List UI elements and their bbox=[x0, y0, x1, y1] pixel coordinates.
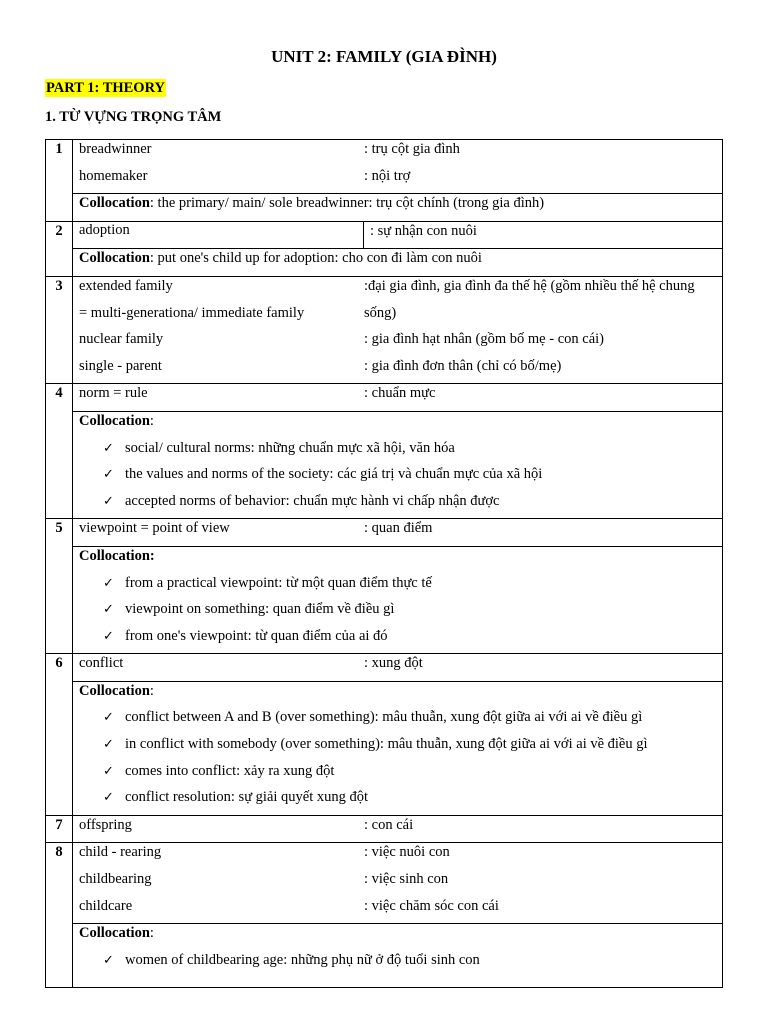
entry-number: 8 bbox=[46, 843, 73, 988]
entry-terms bbox=[73, 519, 723, 547]
collocation-bullet bbox=[79, 762, 716, 789]
term-row bbox=[79, 870, 716, 897]
collocation-text: : put one's child up for adoption: cho con đi làm con nuôi bbox=[149, 250, 482, 267]
definition: : con cái bbox=[364, 816, 414, 833]
collocation-bullet bbox=[79, 951, 716, 978]
term: child - rearing bbox=[79, 844, 162, 861]
entry-terms bbox=[73, 843, 723, 924]
term: childbearing bbox=[79, 871, 152, 888]
definition: : quan điểm bbox=[364, 520, 433, 537]
term: viewpoint = point of view bbox=[79, 520, 230, 537]
checkmark-icon: ✓ bbox=[103, 602, 114, 618]
bullet-text: accepted norms of behavior: chuẩn mực hành vi chấp nhận được bbox=[125, 492, 500, 509]
collocation-suffix: : bbox=[149, 682, 154, 699]
term: breadwinner bbox=[79, 141, 152, 157]
checkmark-icon: ✓ bbox=[103, 440, 114, 456]
vocabulary-table bbox=[45, 139, 723, 988]
collocation-bullet bbox=[79, 574, 716, 601]
collocation-cell bbox=[73, 194, 723, 222]
term-row bbox=[79, 897, 716, 924]
entry-row bbox=[46, 815, 723, 843]
bullet-text: viewpoint on something: quan điểm về điều gì bbox=[125, 601, 395, 618]
entry-row bbox=[46, 384, 723, 412]
definition: : gia đình đơn thân (chỉ có bố/mẹ) bbox=[364, 357, 562, 374]
bullet-text: women of childbearing age: những phụ nữ ở độ tuổi sinh con bbox=[125, 951, 480, 968]
term-row bbox=[79, 654, 716, 681]
entry-terms bbox=[73, 221, 723, 249]
term: adoption bbox=[79, 221, 130, 238]
bullet-text: social/ cultural norms: những chuẩn mực xã hội, văn hóa bbox=[125, 439, 455, 456]
entry-terms bbox=[73, 140, 723, 194]
entry-number: 6 bbox=[46, 654, 73, 816]
checkmark-icon: ✓ bbox=[103, 575, 114, 591]
collocation-row bbox=[46, 411, 723, 518]
collocation-bullet bbox=[79, 465, 716, 492]
collocation-bullet bbox=[79, 735, 716, 762]
collocation-bullet bbox=[79, 492, 716, 519]
definition: : việc sinh con bbox=[364, 871, 449, 888]
collocation-suffix: : bbox=[149, 412, 154, 429]
collocation-cell bbox=[73, 924, 723, 988]
bullet-text: conflict between A and B (over something): mâu thuẫn, xung đột giữa ai với ai về điều gì bbox=[125, 709, 643, 726]
entry-terms bbox=[73, 815, 723, 843]
checkmark-icon: ✓ bbox=[103, 790, 114, 806]
bullet-text: from a practical viewpoint: từ một quan điểm thực tế bbox=[125, 574, 432, 591]
checkmark-icon: ✓ bbox=[103, 737, 114, 753]
definition: sống) bbox=[364, 304, 397, 321]
definition: : xung đột bbox=[364, 655, 423, 672]
definition: : nội trợ bbox=[364, 167, 411, 184]
term-row bbox=[79, 167, 716, 194]
collocation-cell bbox=[73, 546, 723, 653]
collocation-bullet bbox=[79, 439, 716, 466]
collocation-row bbox=[46, 546, 723, 653]
definition: :đại gia đình, gia đình đa thế hệ (gồm nhiều thế hệ chung bbox=[364, 277, 695, 294]
definition: : sự nhận con nuôi bbox=[370, 222, 477, 239]
definition: : chuẩn mực bbox=[364, 385, 436, 402]
definition: : việc nuôi con bbox=[364, 844, 450, 861]
unit-title: UNIT 2: FAMILY (GIA ĐÌNH) bbox=[271, 47, 497, 66]
term: offspring bbox=[79, 816, 132, 833]
entry-terms bbox=[73, 276, 723, 383]
bullet-text: in conflict with somebody (over something): mâu thuẫn, xung đột giữa ai với ai về điều gì bbox=[125, 736, 648, 753]
collocation-bullet bbox=[79, 788, 716, 815]
collocation-label: Collocation bbox=[79, 195, 150, 212]
collocation-label: Collocation bbox=[79, 250, 150, 267]
collocation-cell bbox=[73, 411, 723, 518]
collocation-bullet bbox=[79, 627, 716, 654]
bullet-text: from one's viewpoint: từ quan điểm của ai đó bbox=[125, 627, 388, 644]
entry-terms bbox=[73, 384, 723, 412]
entry-number: 2 bbox=[46, 221, 73, 276]
term: = multi-generationa/ immediate family bbox=[79, 304, 305, 321]
collocation-cell bbox=[73, 681, 723, 815]
term: extended family bbox=[79, 277, 173, 294]
bullet-text: the values and norms of the society: các giá trị và chuẩn mực của xã hội bbox=[125, 466, 543, 483]
checkmark-icon: ✓ bbox=[103, 710, 114, 726]
term-row bbox=[79, 384, 716, 411]
collocation-label: Collocation: bbox=[79, 547, 155, 564]
bullet-text: conflict resolution: sự giải quyết xung đột bbox=[125, 789, 369, 806]
term: nuclear family bbox=[79, 331, 164, 348]
checkmark-icon: ✓ bbox=[103, 467, 114, 483]
term-row bbox=[79, 304, 716, 331]
entry-row bbox=[46, 654, 723, 682]
collocation-label: Collocation bbox=[79, 925, 150, 942]
collocation-label: Collocation bbox=[79, 682, 150, 699]
checkmark-icon: ✓ bbox=[103, 952, 114, 968]
term: norm = rule bbox=[79, 385, 148, 402]
entry-number: 1 bbox=[46, 140, 73, 222]
collocation-row bbox=[46, 194, 723, 222]
term: homemaker bbox=[79, 167, 148, 184]
term-row bbox=[79, 519, 716, 546]
checkmark-icon: ✓ bbox=[103, 493, 114, 509]
collocation-text: : the primary/ main/ sole breadwinner: trụ cột chính (trong gia đình) bbox=[149, 195, 545, 212]
definition: : gia đình hạt nhân (gồm bố mẹ - con cái) bbox=[364, 331, 604, 348]
term-row bbox=[79, 330, 716, 357]
checkmark-icon: ✓ bbox=[103, 628, 114, 644]
part-heading: PART 1: THEORY bbox=[46, 80, 166, 96]
collocation-bullet bbox=[79, 708, 716, 735]
collocation-row bbox=[46, 924, 723, 988]
term-row bbox=[79, 816, 716, 843]
entry-number: 7 bbox=[46, 815, 73, 843]
term-row bbox=[79, 357, 716, 384]
definition: : trụ cột gia đình bbox=[364, 141, 460, 157]
section-heading: 1. TỪ VỰNG TRỌNG TÂM bbox=[45, 109, 222, 125]
term: conflict bbox=[79, 655, 124, 672]
term-row bbox=[79, 277, 716, 304]
term: childcare bbox=[79, 897, 133, 914]
checkmark-icon: ✓ bbox=[103, 763, 114, 779]
collocation-suffix: : bbox=[149, 925, 154, 942]
collocation-label: Collocation bbox=[79, 412, 150, 429]
collocation-row bbox=[46, 681, 723, 815]
entry-row bbox=[46, 221, 723, 249]
entry-terms bbox=[73, 654, 723, 682]
collocation-row bbox=[46, 249, 723, 277]
entry-row bbox=[46, 519, 723, 547]
entry-number: 3 bbox=[46, 276, 73, 383]
entry-row bbox=[46, 140, 723, 194]
entry-row bbox=[46, 843, 723, 924]
term-row bbox=[79, 140, 716, 167]
collocation-bullet bbox=[79, 600, 716, 627]
bullet-text: comes into conflict: xảy ra xung đột bbox=[125, 762, 335, 779]
collocation-cell bbox=[73, 249, 723, 277]
term-row bbox=[79, 843, 716, 870]
entry-row bbox=[46, 276, 723, 383]
definition: : việc chăm sóc con cái bbox=[364, 897, 499, 914]
term: single - parent bbox=[79, 357, 162, 374]
entry-number: 5 bbox=[46, 519, 73, 654]
entry-number: 4 bbox=[46, 384, 73, 519]
